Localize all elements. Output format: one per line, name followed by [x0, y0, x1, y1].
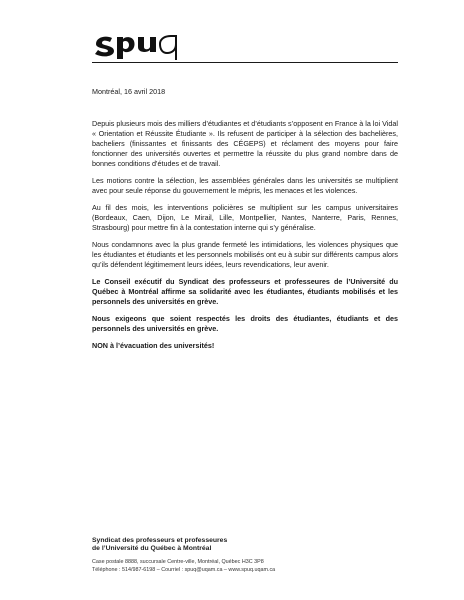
- paragraph: Depuis plusieurs mois des milliers d’étudiantes et d’étudiants s’opposent en France à la loi Vidal « Orientation et Réussite Étudiante ». Ils refusent de participer à la sélection des bachelières, bacheliers (finissantes et finissants des CÉGEPS) et réclament des moyens pour faire fonctionner des universités ouvertes et permettre la réussite du plus grand nombre dans de bonnes conditions d’études et de travail.: [92, 119, 398, 168]
- letter-date: Montréal, 16 avril 2018: [92, 87, 166, 96]
- footer: [92, 537, 392, 574]
- footer-org-line: de l’Université du Québec à Montréal: [92, 545, 212, 552]
- solidarity-statement: Le Conseil exécutif du Syndicat des professeurs et professeures de l’Université du Québec à Montréal affirme sa solidarité avec les étudiantes, étudiants mobilisés et les personnels des universités en grève.: [92, 277, 398, 306]
- paragraph: Au fil des mois, les interventions policières se multiplient sur les campus universitaires (Bordeaux, Caen, Dijon, Le Mirail, Lille, Montpellier, Nantes, Nanterre, Paris, Rennes, Strasbourg) pour mettre fin à la contestation interne qui s’y généralise.: [92, 203, 398, 232]
- footer-org-line: Syndicat des professeurs et professeures: [92, 537, 228, 544]
- spuq-logo-graphic: [92, 20, 192, 60]
- closing-statement: NON à l’évacuation des universités!: [92, 341, 215, 350]
- letter-body: [92, 119, 398, 358]
- footer-contact: [92, 559, 392, 574]
- footer-phone-email: Téléphone : 514/987-6198 – Courriel : spuq@uqam.ca – www.spuq.uqam.ca: [92, 566, 276, 573]
- demand-statement: Nous exigeons que soient respectés les droits des étudiantes, étudiants et des personnels des universités en grève.: [92, 314, 398, 333]
- footer-address: Case postale 8888, succursale Centre-ville, Montréal, Québec H3C 3P8: [92, 559, 264, 565]
- footer-org-name: [92, 537, 392, 553]
- paragraph: Nous condamnons avec la plus grande fermeté les intimidations, les violences physiques que les étudiantes et étudiants et les personnels mobilisés ont eu à subir sur différents campus alors qu’ils défendent légitimement leurs idées, leurs revendications, leur avenir.: [92, 240, 398, 269]
- header-divider: [92, 62, 398, 63]
- paragraph: Les motions contre la sélection, les assemblées générales dans les universités se multiplient avec pour seule réponse du gouvernement le mépris, les menaces et les violences.: [92, 176, 398, 195]
- spuq-logo: [92, 20, 192, 60]
